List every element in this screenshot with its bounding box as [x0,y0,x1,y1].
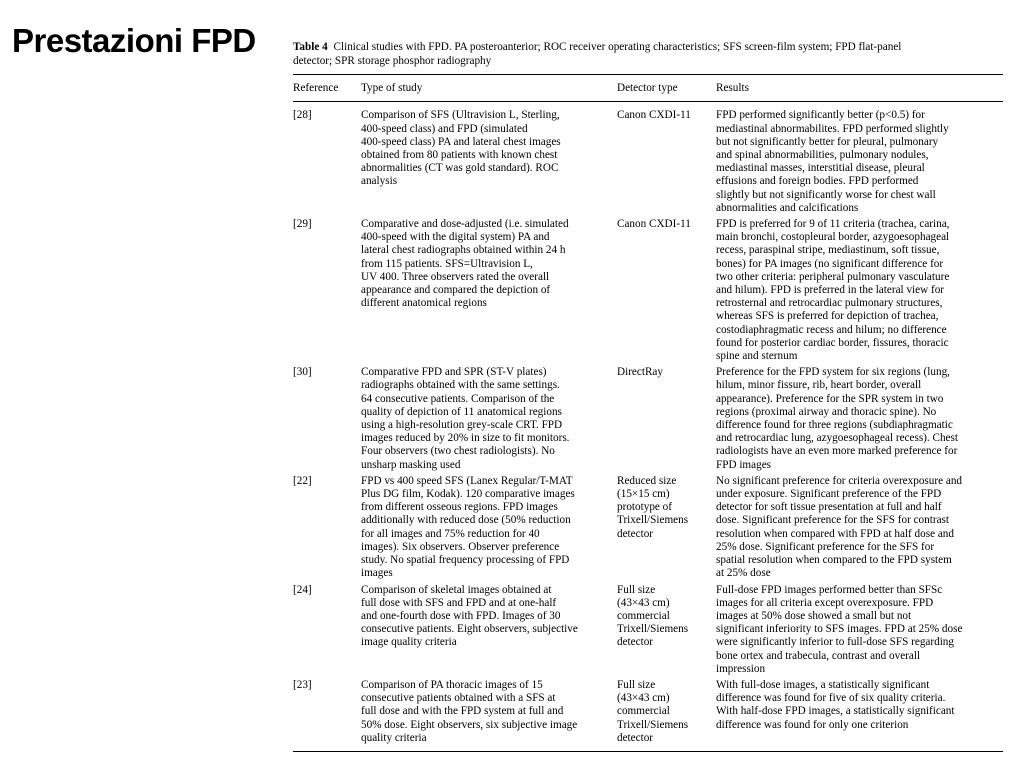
cell-detector-type [617,584,716,679]
cell-results-line: images at 50% dose showed a small but not [716,609,912,622]
cell-results [716,218,1003,366]
table-row [293,218,1003,366]
header-detector-type: Detector type [617,82,678,95]
cell-detector-type-line: Full size [617,583,656,596]
cell-results-line: radiologists have an even more marked preference for [716,445,958,458]
cell-results-line: difference was found for only one criterion [716,718,909,731]
cell-detector-type-line: Canon CXDI-11 [617,109,691,122]
cell-results-line: bones) for PA images (no significant difference for [716,257,944,270]
cell-type-of-study-line: 400-speed with the digital system) PA and [361,231,550,244]
cell-results-line: bone ortex and trabecula, contrast and overall [716,649,921,662]
cell-results-line: resolution when compared with FPD at half dose and [716,527,954,540]
table-row [293,475,1003,584]
cell-results-line: detector for soft tissue presentation at full and half [716,501,942,514]
cell-type-of-study-line: and one-fourth dose with FPD. Images of 30 [361,609,561,622]
cell-type-of-study-line: 400-speed class) and FPD (simulated [361,122,528,135]
cell-results-line: images for all criteria except overexposure. FPD [716,596,934,609]
slide-title: Prestazioni FPD [12,22,256,59]
cell-type-of-study-line: Comparison of SFS (Ultravision L, Sterling, [361,109,560,122]
cell-type-of-study-line: radiographs obtained with the same settings. [361,379,560,392]
cell-detector-type-line: (43×43 cm) [617,596,670,609]
cell-reference: [30] [293,366,312,379]
table-caption-line-1: Clinical studies with FPD. PA posteroanterior; ROC receiver operating characteristics; SFS screen-film system; FPD flat-panel [333,41,902,53]
cell-results-line: Preference for the FPD system for six regions (lung, [716,366,950,379]
cell-detector-type-line: detector [617,636,654,649]
cell-results [716,366,1003,475]
cell-type-of-study [361,584,617,679]
cell-type-of-study-line: different anatomical regions [361,297,487,310]
cell-results-line: were significantly inferior to full-dose SFS regarding [716,636,954,649]
cell-results-line: dose. Significant preference for the SFS for contrast [716,514,950,527]
cell-type-of-study [361,102,617,218]
cell-results-line: slightly but not significantly worse for chest wall [716,188,936,201]
cell-results-line: No significant preference for criteria overexposure and [716,474,963,487]
cell-results-line: found for posterior cardiac border, fissures, thoracic [716,336,949,349]
cell-results [716,679,1003,752]
cell-results [716,102,1003,218]
cell-reference: [22] [293,474,312,487]
cell-type-of-study-line: quality of depiction of 11 anatomical regions [361,405,562,418]
cell-detector-type-line: DirectRay [617,366,663,379]
cell-type-of-study-line: for all images and 75% reduction for 40 [361,527,540,540]
cell-type-of-study-line: 64 consecutive patients. Comparison of the [361,392,555,405]
table-row [293,679,1003,752]
cell-results-line: whereas SFS is preferred for depiction of trachea, [716,310,939,323]
cell-type-of-study-line: images reduced by 20% in size to fit monitors. [361,432,570,445]
cell-results-line: but not significantly better for pleural, pulmonary [716,135,939,148]
cell-results-line: impression [716,662,766,675]
cell-reference: [28] [293,109,312,122]
cell-detector-type [617,366,716,475]
cell-results-line: With half-dose FPD images, a statistically significant [716,705,955,718]
cell-type-of-study-line: Comparison of PA thoracic images of 15 [361,678,543,691]
cell-detector-type-line: (43×43 cm) [617,692,670,705]
cell-results-line: spatial resolution when compared to the FPD system [716,554,952,567]
cell-results-line: 25% dose. Significant preference for the SFS for [716,540,935,553]
cell-type-of-study-line: UV 400. Three observers rated the overall [361,270,550,283]
cell-results-line: main bronchi, costopleural border, azygoesophageal [716,231,950,244]
cell-results-line: costodiaphragmatic recess and hilum; no difference [716,323,947,336]
table-header [293,75,1003,102]
cell-type-of-study [361,218,617,366]
cell-type-of-study-line: Comparative FPD and SPR (ST-V plates) [361,366,547,379]
cell-detector-type [617,679,716,752]
cell-results-line: FPD is preferred for 9 of 11 criteria (trachea, carina, [716,218,950,231]
cell-type-of-study-line: study. No spatial frequency processing of FPD [361,554,570,567]
cell-results-line: appearance). Preference for the SPR system in two [716,392,944,405]
cell-type-of-study [361,475,617,584]
cell-type-of-study-line: from different osseous regions. FPD images [361,501,558,514]
cell-type-of-study-line: 400-speed class) PA and lateral chest images [361,135,561,148]
cell-type-of-study-line: abnormalities (CT was gold standard). ROC [361,162,559,175]
cell-type-of-study-line: from 115 patients. SFS=Ultravision L, [361,257,533,270]
cell-type-of-study-line: lateral chest radiographs obtained within 24 h [361,244,566,257]
cell-type-of-study-line: Comparison of skeletal images obtained at [361,583,552,596]
cell-type-of-study-line: quality criteria [361,731,427,744]
clinical-studies-table [293,74,1003,752]
cell-type-of-study-line: images [361,567,393,580]
cell-type-of-study-line: consecutive patients. Eight observers, subjective [361,623,578,636]
cell-type-of-study-line: additionally with reduced dose (50% reduction [361,514,571,527]
cell-reference: [23] [293,678,312,691]
cell-type-of-study-line: analysis [361,175,398,188]
header-reference: Reference [293,82,339,95]
cell-results [716,584,1003,679]
cell-type-of-study-line: FPD vs 400 speed SFS (Lanex Regular/T-MAT [361,474,573,487]
table-row [293,584,1003,679]
cell-reference: [29] [293,218,312,231]
cell-results-line: difference was found for five of six quality criteria. [716,692,946,705]
cell-results-line: at 25% dose [716,567,771,580]
cell-results-line: significant inferiority to SFS images. FPD at 25% dose [716,623,963,636]
cell-results-line: spine and sternum [716,350,798,363]
cell-detector-type-line: (15×15 cm) [617,488,670,501]
cell-results-line: effusions and foreign bodies. FPD performed [716,175,919,188]
cell-reference: [24] [293,583,312,596]
cell-type-of-study-line: image quality criteria [361,636,457,649]
table-row [293,102,1003,218]
cell-results-line: recess, paraspinal stripe, mediastinum, soft tissue, [716,244,940,257]
cell-detector-type-line: Trixell/Siemens [617,514,689,527]
cell-results-line: retrosternal and retrocardiac pulmonary structures, [716,297,943,310]
cell-detector-type-line: Trixell/Siemens [617,718,689,731]
table-body [293,102,1003,752]
cell-results-line: and spinal abnormabilities, pulmonary nodules, [716,149,929,161]
cell-detector-type-line: detector [617,731,654,744]
cell-type-of-study-line: obtained from 80 patients with known chest [361,149,558,161]
cell-type-of-study-line: 50% dose. Eight observers, six subjective image [361,718,578,731]
cell-results-line: FPD performed significantly better (p<0.5) for [716,109,925,122]
cell-type-of-study-line: Comparative and dose-adjusted (i.e. simulated [361,218,569,231]
header-results: Results [716,82,749,95]
cell-results-line: hilum, minor fissure, rib, heart border, overall [716,379,922,392]
cell-results-line: regions (proximal airway and thoracic spine). No [716,405,937,418]
cell-results-line: and hilum). FPD is preferred in the lateral view for [716,284,945,297]
table-caption-line-2: detector; SPR storage phosphor radiography [293,54,492,67]
cell-results-line: two other criteria: peripheral pulmonary vasculature [716,270,950,283]
cell-type-of-study-line: using a high-resolution grey-scale CRT. FPD [361,419,563,432]
cell-detector-type-line: commercial [617,609,670,622]
cell-results-line: Full-dose FPD images performed better than SFSc [716,583,943,596]
cell-results-line: mediastinal masses, interstitial disease, pleural [716,162,925,175]
cell-detector-type-line: Trixell/Siemens [617,623,689,636]
cell-results-line: difference found for three regions (subdiaphragmatic [716,419,953,432]
cell-detector-type [617,102,716,218]
header-type-of-study: Type of study [361,82,423,95]
table-caption-label: Table 4 [293,41,328,53]
cell-results-line: mediastinal abnormabilites. FPD performed slightly [716,122,949,135]
cell-type-of-study-line: Plus DG film, Kodak). 120 comparative images [361,488,575,501]
cell-detector-type [617,475,716,584]
cell-detector-type [617,218,716,366]
cell-type-of-study-line: full dose with SFS and FPD and at one-half [361,596,557,609]
cell-detector-type-line: Canon CXDI-11 [617,218,691,231]
cell-detector-type-line: detector [617,527,654,540]
cell-type-of-study-line: Four observers (two chest radiologists). No [361,445,555,458]
cell-type-of-study [361,366,617,475]
cell-type-of-study-line: unsharp masking used [361,458,461,471]
cell-results [716,475,1003,584]
cell-detector-type-line: Reduced size [617,474,677,487]
cell-results-line: With full-dose images, a statistically significant [716,678,930,691]
cell-results-line: abnormalities and calcifications [716,201,859,214]
cell-results-line: and retrocardiac lung, azygoesophageal recess). Chest [716,432,958,445]
cell-detector-type-line: commercial [617,705,670,718]
cell-type-of-study-line: images). Six observers. Observer preference [361,540,560,553]
cell-type-of-study [361,679,617,752]
cell-type-of-study-line: consecutive patients obtained with a SFS at [361,692,556,705]
table-row [293,366,1003,475]
clinical-studies-table-block [293,41,1003,752]
cell-detector-type-line: prototype of [617,501,672,514]
cell-type-of-study-line: full dose and with the FPD system at full and [361,705,564,718]
cell-type-of-study-line: appearance and compared the depiction of [361,284,551,297]
cell-results-line: under exposure. Significant preference of the FPD [716,488,942,501]
table-header-row [293,75,1003,102]
cell-results-line: FPD images [716,458,772,471]
cell-detector-type-line: Full size [617,678,656,691]
table-caption [293,41,1003,68]
